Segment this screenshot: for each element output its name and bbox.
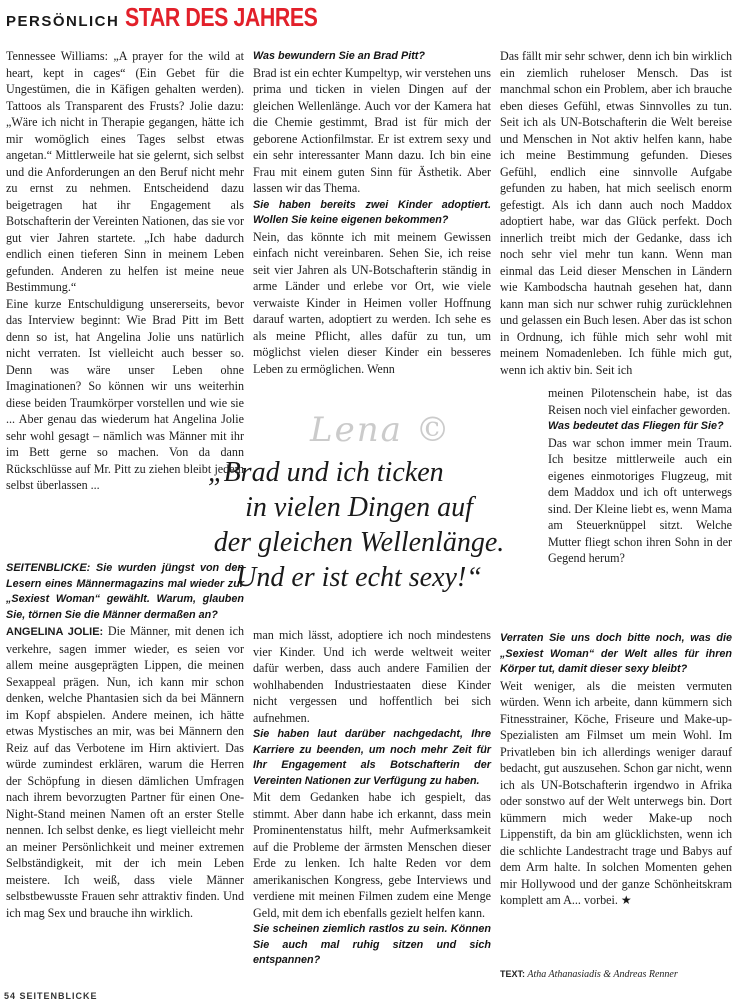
answer-5: Das fällt mir sehr schwer, denn ich bin wirklich ein ziemlich ruheloser Mensch. Das ist manchmal schon ein Problem, aber ich brauche eben dieses Gefühl, etwas Sinnvolles zu tun. Seit ich als UN-Botschafterin die Welt bereise und Menschen in Not aktiv helfen kann, habe ich meine Bestimmung gefunden. Dieses Gefühl, endlich eine sinnvolle Aufgabe gefunden zu haben, hat mich seelisch enorm gefestigt. Als ich dann auch noch Maddox adoptiert habe, war das Glück perfekt. Doch innerlich treibt mich der Gedanke, dass ich noch sehr viel mehr tun kann. Wenn man einmal das Leid dieser Menschen in Ländern wie Kambodscha hautnah gesehen hat, dann kann man sich nur schwer ruhig zurücklehnen und gelassen ein Buch lesen. Aber das ist schon in Ordnung, ich fühle mich sehr wohl mit meinem Nomadenleben. Ich fühle mich gut, wenn ich aktiv bin. Seit ich (500, 49, 732, 377)
answer-4: Mit dem Gedanken habe ich gespielt, das stimmt. Aber dann habe ich erkannt, dass mein Prominentenstatus hilft, mehr Aufmerksamkeit auf die Probleme der ärmsten Menschen dieser Erde zu lenken. Ich halte Reden vor dem amerikanischen Kongress, gebe Interviews und verdiene mit meinen Filmen zudem eine Menge Geld, mit dem ich ebenfalls gezielt helfen kann. (253, 790, 491, 920)
answer-6: Das war schon immer mein Traum. Ich besitze mittlerweile auch ein eigenes einmotoriges Flugzeug, mit dem Maddox und ich oft unterwegs sind. Der Kleine liebt es, wenn Mama am Steuerknüppel sitzt. Welche Mutter fliegt schon ihren Sohn in der Gegend herum? (548, 435, 732, 565)
answer-7: Weit weniger, als die meisten vermuten würden. Wenn ich arbeite, dann kümmern sich Fitnesstrainer, Köche, Friseure und Make-up-Spezialisten am Filmset um mein Wohl. Im Privatleben bin ich allerdings weniger darauf bedacht, gut auszusehen. Schon gar nicht, wenn ich als UN-Botschafterin irgendwo in Afrika oder sonstwo auf der Welt unterwegs bin. Dort kümmern mich weder Make-up noch Lippenstift, da bin am glücklichsten, wenn ich die schlichte Landestracht trage und Babys auf dem Arm halte. In solchen Momenten gehen mir Hollywood und der ganze Schönheitskram komplett am A... vorbei. ★ (500, 678, 732, 907)
question-7: Verraten Sie uns doch bitte noch, was die „Sexiest Woman“ der Welt alles für ihren Körper tut, damit dieser sexy bleibt? (500, 632, 732, 675)
watermark: Lena © (310, 410, 452, 450)
column-2-bottom (253, 627, 491, 969)
section-kicker: PERSÖNLICH (6, 13, 120, 30)
column-3-bottom (500, 630, 732, 909)
answer-5-continued: meinen Pilotenschein habe, ist das Reisen noch viel einfacher geworden. (548, 386, 732, 417)
credit-authors: Atha Athanasiadis & Andreas Renner (527, 969, 678, 980)
series-title: STAR DES JAHRES (125, 2, 318, 32)
question-2: Was bewundern Sie an Brad Pitt? (253, 50, 425, 62)
author-credit (500, 969, 678, 980)
pull-quote-line-1: „Brad und ich ticken (208, 457, 444, 488)
page-footer: 54 SEITENBLICKE (4, 991, 98, 1001)
pull-quote (200, 455, 518, 595)
credit-label: TEXT: (500, 969, 526, 979)
answer-1-text: Die Männer, mit denen ich verkehre, sagen immer wieder, es seien vor allem meine ausgeprägten Lippen, die meinen Sexappeal prägen. Nun, ich kann mir schon denken, welche Phantasien sich da bei Männern im Kopf abspielen. Andere meinen, ich hätte etwas Mystisches an mir, was bei Männern den Reiz auf das Verbotene im Hirn aktiviert. Das würde zumindest erklären, warum die Herren der Schöpfung in diesen dämlichen Umfragen nach ihrem bevorzugten Partner für einen One-Night-Stand meinen Namen oft an erster Stelle nennen. Ich selbst denke, es liegt vielleicht mehr an meiner Persönlichkeit und meiner extremen Selbständigkeit, mit der ich mein Leben meistere. Ich weiß, dass viele Männer selbstbewusste Frauen sehr attraktiv finden. Und ich mag Sex und brauche ihn wirklich. (6, 624, 244, 920)
pull-quote-line-4: Und er ist echt sexy!“ (236, 562, 482, 593)
answer-2: Brad ist ein echter Kumpeltyp, wir verstehen uns prima und ticken in vielen Dingen auf der gleichen Wellenlänge. Auch vor der Kamera hat die Chemie gestimmt, Brad ist für mich der geborene Actionfilmstar. Er ist extrem sexy und ein sehr interessanter Mann dazu. Ich bin eine Frau mit einem guten Sinn für Ästhetik. Aber lassen wir das Thema. (253, 65, 491, 195)
intro-paragraph-2: Eine kurze Entschuldigung unsererseits, bevor das Interview beginnt: Wie Brad Pitt im Bett denn so ist, hat Angelina Jolie uns natürlich nicht verraten. Ist vielleicht auch besser so. Denn was wäre unser Leben ohne Imaginationen? So können wir uns weiterhin diese beiden Traumkörper vorstellen und wie sie ... Aber genau das wiederum hat Angelina Jolie sehr wohl gesagt – nämlich was Männer mit ihr im Bett gerne so machen. Von da dann Rückschlüsse auf Mr. Pitt zu ziehen bleibt jedem selbst überlassen ... (6, 296, 244, 492)
answer-1 (6, 623, 244, 921)
page-header (6, 2, 360, 38)
column-3-middle (548, 385, 732, 567)
column-2-top (253, 48, 491, 377)
question-3: Sie haben bereits zwei Kinder adoptiert. Wollen Sie keine eigenen bekommen? (253, 198, 491, 226)
interviewer-label: SEITENBLICKE: (6, 562, 91, 574)
column-1-intro (6, 48, 244, 494)
answer-3-continued: man mich lässt, adoptiere ich noch mindestens vier Kinder. Und ich werde weltweit weiter dafür werben, dass auch andere Familien der wohlhabenden Industriestaaten diese Kinder nicht vergessen und hoffentlich bei sich aufnehmen. (253, 628, 491, 725)
intro-paragraph-1: Tennessee Williams: „A prayer for the wild at heart, kept in cages“ (Ein Gebet für die Ungestümen, die in Käfigen gehalten werden). Tattoos als Transparent des Frusts? Jolie dazu: „Wäre ich nicht in Therapie gegangen, hätte ich mir womöglich eines Tages selbst etwas angetan.“ Mittlerweile hat sie gelernt, sich selbst und die Anforderungen an den Beruf nicht mehr zu ernst zu nehmen. Entscheidend dazu beigetragen hat ihr Engagement als Botschafterin der Vereinten Nationen, das sie vor gut vier Jahren startete. „Ich habe dadurch endlich einen tieferen Sinn in meinem Leben gefunden. Anderen zu helfen ist meine neue Bestimmung.“ (6, 49, 244, 294)
column-3-top (500, 48, 732, 378)
question-4: Sie haben laut darüber nachgedacht, Ihre Karriere zu beenden, um noch mehr Zeit für Ihr Engagement als Botschafterin der Vereinten Nationen zur Verfügung zu haben. (253, 728, 491, 787)
question-1-text: Sie wurden jüngst von den Lesern eines Männermagazins mal wieder zur „Sexiest Woman“ gewählt. Warum, glauben Sie, törnen Sie die Männer dermaßen an? (6, 562, 244, 621)
question-5: Sie scheinen ziemlich rastlos zu sein. Können Sie auch mal ruhig sitzen und sich entspannen? (253, 923, 491, 966)
pull-quote-line-2: in vielen Dingen auf (245, 492, 473, 523)
interviewee-label: ANGELINA JOLIE: (6, 626, 104, 638)
pull-quote-line-3: der gleichen Wellenlänge. (213, 527, 505, 558)
question-6: Was bedeutet das Fliegen für Sie? (548, 420, 724, 432)
answer-3: Nein, das könnte ich mit meinem Gewissen einfach nicht vereinbaren. Sehen Sie, ich reise seit vier Jahren als UN-Botschafterin ständig in arme Länder und erlebe vor Ort, wie viele verwaiste Kinder in Heimen voller Hoffnung darauf warten, adoptiert zu werden. Ich sehe es als meine Pflicht, alles dafür zu tun, um möglichst vielen dieser Kinder ein besseres Leben zu ermöglichen. Wenn (253, 229, 491, 376)
column-1-interview (6, 560, 244, 921)
